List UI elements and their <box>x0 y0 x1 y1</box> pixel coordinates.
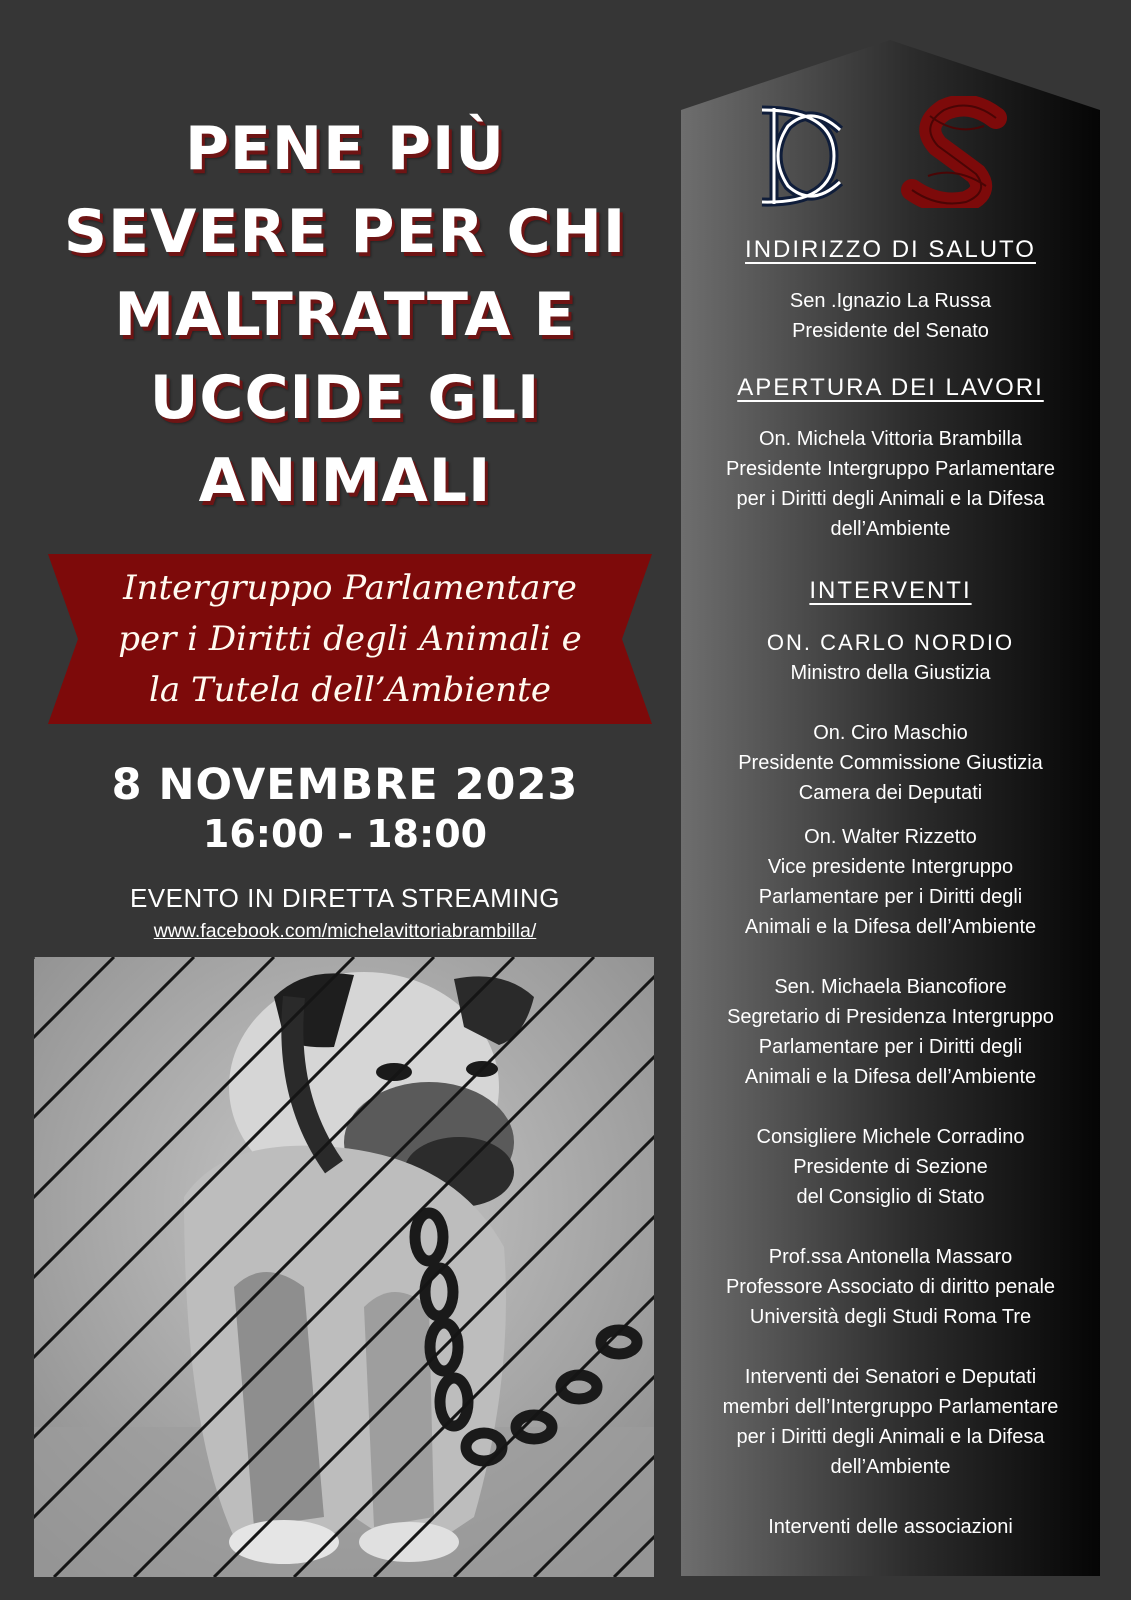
program-panel <box>681 40 1100 1576</box>
senato-emblem-icon <box>900 96 1012 208</box>
interventions-heading: INTERVENTI <box>809 577 972 604</box>
event-date: 8 NOVEMBRE 2023 <box>111 760 579 810</box>
speaker-block: Sen. Michaela Biancofiore Segretario di Presidenza Intergruppo Parlamentare per i Diritti degli Animali e la Difesa dell’Ambiente <box>727 976 1054 1088</box>
greeting-heading: INDIRIZZO DI SALUTO <box>745 236 1036 263</box>
closing-block: Interventi dei Senatori e Deputati membri dell’Intergruppo Parlamentare per i Diritti degli Animali e la Difesa dell’Ambiente <box>722 1366 1059 1478</box>
speaker-block: Prof.ssa Antonella Massaro Professore Associato di diritto penale Università degli Studi Roma Tre <box>725 1246 1056 1328</box>
streaming-label: EVENTO IN DIRETTA STREAMING <box>129 883 561 913</box>
opening-speaker: On. Michela Vittoria Brambilla Presidente Intergruppo Parlamentare per i Diritti degli Animali e la Difesa dell’Ambiente <box>725 428 1056 540</box>
speaker-block: ON. CARLO NORDIO Ministro della Giustizia <box>766 630 1015 684</box>
speaker-block: Consigliere Michele Corradino Presidente di Sezione del Consiglio di Stato <box>756 1126 1025 1208</box>
title-line: UCCIDE GLI <box>149 363 541 433</box>
intergroup-banner <box>48 554 652 724</box>
banner-line: la Tutela dell’Ambiente <box>149 669 551 710</box>
speaker-block: On. Walter Rizzetto Vice presidente Intergruppo Parlamentare per i Diritti degli Animali e la Difesa dell’Ambiente <box>744 826 1037 938</box>
title-line: PENE PIÙ <box>184 114 506 184</box>
greeting-speaker: Sen .Ignazio La Russa Presidente del Senato <box>789 290 992 342</box>
opening-heading: APERTURA DEI LAVORI <box>737 374 1044 401</box>
banner-line: per i Diritti degli Animali e <box>118 618 582 659</box>
facebook-link[interactable]: www.facebook.com/michelavittoriabrambilla/ <box>153 920 537 942</box>
panel-shape <box>681 40 1100 1576</box>
event-title <box>20 108 670 523</box>
speaker-block: On. Ciro Maschio Presidente Commissione Giustizia Camera dei Deputati <box>738 722 1043 804</box>
event-time: 16:00 - 18:00 <box>202 812 488 856</box>
title-line: ANIMALI <box>198 446 492 516</box>
camera-dei-deputati-emblem-icon <box>754 100 846 212</box>
closing-block: Interventi delle associazioni <box>768 1516 1013 1538</box>
title-line: SEVERE PER CHI <box>63 197 627 267</box>
banner-line: Intergruppo Parlamentare <box>123 567 577 608</box>
title-line: MALTRATTA E <box>114 280 576 350</box>
chained-dog-photo <box>34 957 654 1577</box>
